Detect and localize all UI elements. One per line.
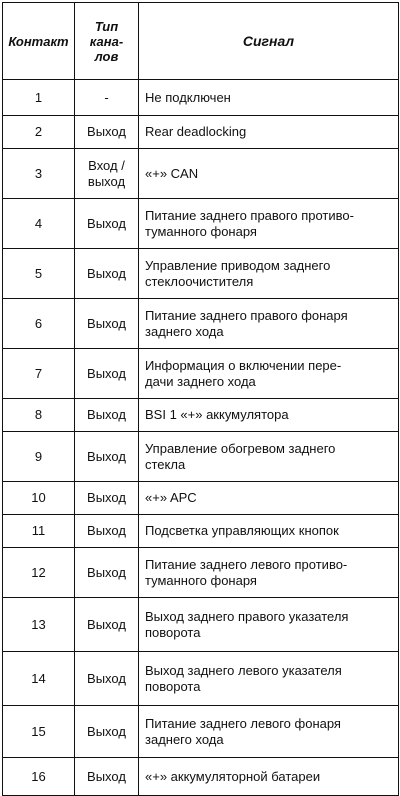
signal-cell: Питание заднего правого противо- туманного фонаря bbox=[139, 199, 399, 249]
table-row bbox=[3, 758, 399, 796]
channel-type-cell: Выход bbox=[75, 299, 139, 349]
channel-type-cell: Выход bbox=[75, 515, 139, 548]
contact-cell: 1 bbox=[3, 80, 75, 116]
table-row bbox=[3, 548, 399, 598]
channel-type-cell: Выход bbox=[75, 399, 139, 432]
channel-type-cell: Выход bbox=[75, 598, 139, 652]
contact-cell: 4 bbox=[3, 199, 75, 249]
signal-cell: Выход заднего правого указателя поворота bbox=[139, 598, 399, 652]
signal-cell: «+» аккумуляторной батареи bbox=[139, 758, 399, 796]
contact-cell: 11 bbox=[3, 515, 75, 548]
channel-type-cell: Выход bbox=[75, 116, 139, 149]
signal-cell: BSI 1 «+» аккумулятора bbox=[139, 399, 399, 432]
table-row bbox=[3, 482, 399, 515]
contact-cell: 16 bbox=[3, 758, 75, 796]
header-contact: Контакт bbox=[3, 3, 75, 80]
header-signal: Сигнал bbox=[139, 3, 399, 80]
signal-cell: «+» APC bbox=[139, 482, 399, 515]
signal-cell: Питание заднего правого фонаря заднего хода bbox=[139, 299, 399, 349]
channel-type-cell: Выход bbox=[75, 706, 139, 758]
table-row bbox=[3, 149, 399, 199]
table-row bbox=[3, 652, 399, 706]
table-row bbox=[3, 349, 399, 399]
channel-type-cell: Выход bbox=[75, 349, 139, 399]
signal-cell: Подсветка управляющих кнопок bbox=[139, 515, 399, 548]
signal-cell: Питание заднего левого противо- туманного фонаря bbox=[139, 548, 399, 598]
table-row bbox=[3, 116, 399, 149]
table-row bbox=[3, 80, 399, 116]
table-row bbox=[3, 432, 399, 482]
signal-cell: Rear deadlocking bbox=[139, 116, 399, 149]
contact-cell: 15 bbox=[3, 706, 75, 758]
contact-cell: 7 bbox=[3, 349, 75, 399]
signal-cell: Выход заднего левого указателя поворота bbox=[139, 652, 399, 706]
table-row bbox=[3, 706, 399, 758]
table-row bbox=[3, 249, 399, 299]
contact-cell: 13 bbox=[3, 598, 75, 652]
channel-type-cell: - bbox=[75, 80, 139, 116]
contact-cell: 2 bbox=[3, 116, 75, 149]
contact-cell: 10 bbox=[3, 482, 75, 515]
table-row bbox=[3, 199, 399, 249]
channel-type-cell: Выход bbox=[75, 249, 139, 299]
table-row bbox=[3, 515, 399, 548]
contact-cell: 6 bbox=[3, 299, 75, 349]
channel-type-cell: Выход bbox=[75, 432, 139, 482]
pin-assignment-table bbox=[2, 2, 399, 796]
signal-cell: Не подключен bbox=[139, 80, 399, 116]
channel-type-cell: Выход bbox=[75, 482, 139, 515]
channel-type-cell: Выход bbox=[75, 652, 139, 706]
contact-cell: 8 bbox=[3, 399, 75, 432]
channel-type-cell: Вход / выход bbox=[75, 149, 139, 199]
contact-cell: 12 bbox=[3, 548, 75, 598]
signal-cell: «+» CAN bbox=[139, 149, 399, 199]
channel-type-cell: Выход bbox=[75, 758, 139, 796]
signal-cell: Питание заднего левого фонаря заднего хода bbox=[139, 706, 399, 758]
header-channel-type: Тип кана- лов bbox=[75, 3, 139, 80]
contact-cell: 5 bbox=[3, 249, 75, 299]
contact-cell: 3 bbox=[3, 149, 75, 199]
signal-cell: Управление обогревом заднего стекла bbox=[139, 432, 399, 482]
signal-cell: Информация о включении пере- дачи заднего хода bbox=[139, 349, 399, 399]
signal-cell: Управление приводом заднего стеклоочистителя bbox=[139, 249, 399, 299]
channel-type-cell: Выход bbox=[75, 199, 139, 249]
table-row bbox=[3, 299, 399, 349]
table-row bbox=[3, 399, 399, 432]
contact-cell: 14 bbox=[3, 652, 75, 706]
header-row bbox=[3, 3, 399, 80]
table-row bbox=[3, 598, 399, 652]
contact-cell: 9 bbox=[3, 432, 75, 482]
channel-type-cell: Выход bbox=[75, 548, 139, 598]
